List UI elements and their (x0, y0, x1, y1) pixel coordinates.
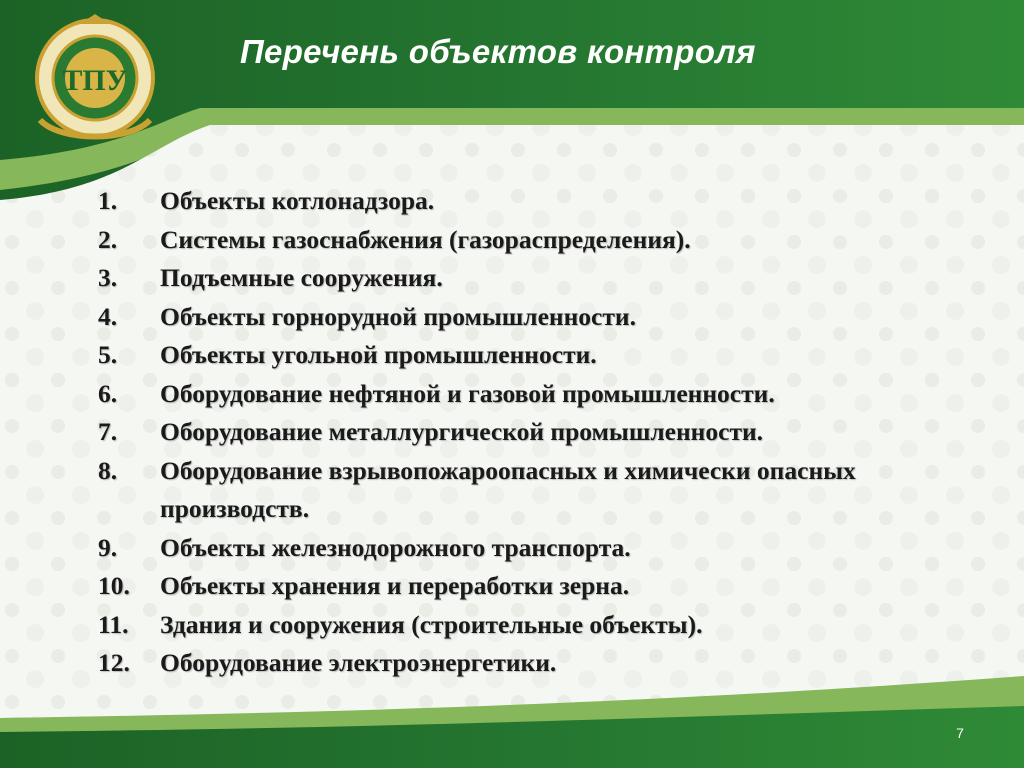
item-text: Объекты железнодорожного транспорта. (160, 532, 631, 562)
list-item (98, 375, 998, 414)
item-text: Здания и сооружения (строительные объекты). (160, 609, 703, 639)
university-logo (20, 10, 170, 150)
item-number: 2. (98, 224, 118, 254)
item-number: 8. (98, 455, 118, 485)
item-text: Объекты котлонадзора. (160, 186, 435, 215)
item-number: 6. (98, 378, 118, 408)
item-number: 3. (98, 263, 118, 292)
list-item (98, 606, 998, 645)
item-text: Системы газоснабжения (газораспределения). (160, 224, 691, 254)
item-text: Оборудование электроэнергетики. (160, 648, 557, 677)
item-number: 9. (98, 532, 118, 562)
item-text: Объекты хранения и переработки зерна. (160, 571, 630, 600)
logo-monogram: ТПУ (62, 64, 128, 97)
slide-title: Перечень объектов контроля (240, 33, 756, 70)
item-text: Объекты угольной промышленности. (160, 340, 597, 369)
item-number: 4. (98, 301, 118, 331)
item-text: Объекты горнорудной промышленности. (160, 301, 636, 331)
item-text: Оборудование нефтяной и газовой промышленности. (160, 378, 775, 408)
list-item (98, 567, 998, 606)
item-text: Подъемные сооружения. (160, 263, 443, 292)
page-number: 7 (956, 725, 964, 741)
list-item (98, 221, 998, 260)
item-number: 7. (98, 417, 118, 446)
objects-list (98, 182, 998, 683)
item-number: 1. (98, 186, 118, 215)
list-item (98, 259, 998, 298)
list-item (98, 298, 998, 337)
list-item (98, 452, 998, 529)
item-number: 10. (98, 571, 130, 600)
list-item (98, 413, 998, 452)
item-number: 5. (98, 340, 118, 369)
list-item (98, 529, 998, 568)
list-item (98, 336, 998, 375)
item-text: Оборудование взрывопожароопасных и химически опасных производств. (160, 455, 856, 523)
item-number: 12. (98, 648, 130, 677)
item-number: 11. (98, 609, 129, 639)
item-text: Оборудование металлургической промышленности. (160, 417, 764, 446)
list-item (98, 644, 998, 683)
list-item (98, 182, 998, 221)
